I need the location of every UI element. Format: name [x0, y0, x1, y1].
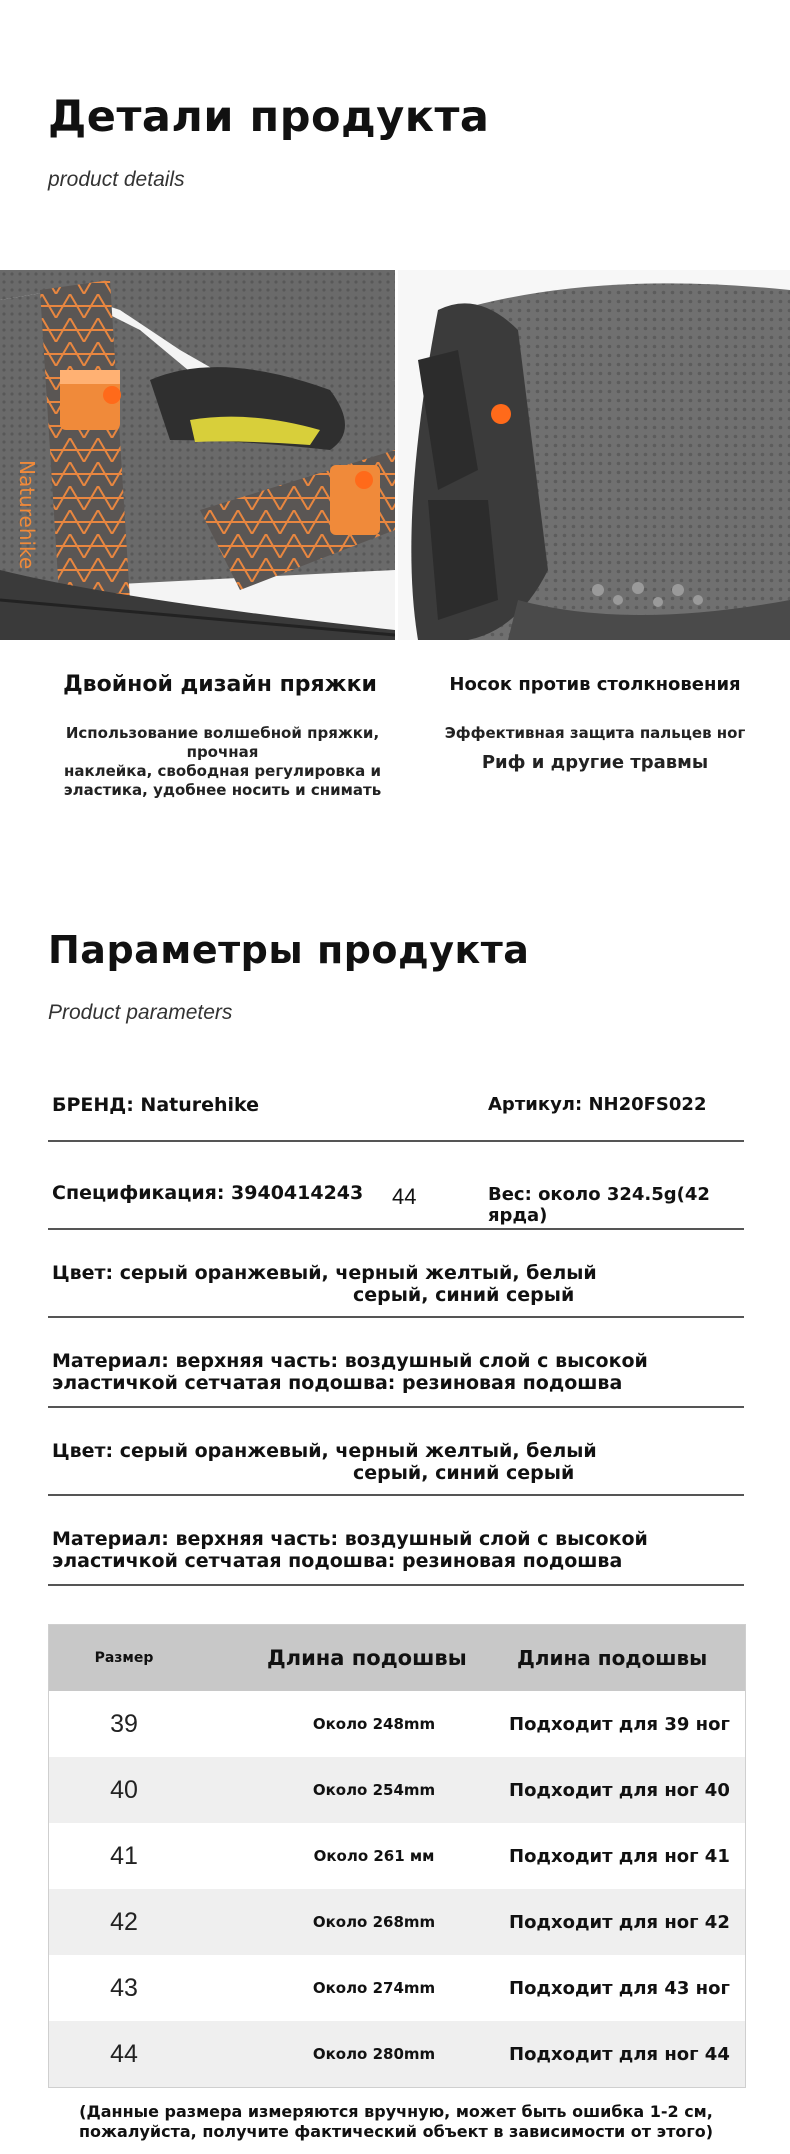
param-spec-extra: 44 — [392, 1184, 417, 1209]
details-title: Детали продукта — [48, 92, 490, 142]
params-title: Параметры продукта — [48, 928, 530, 972]
fit-value: Подходит для ног 42 — [509, 1911, 730, 1933]
param-row-material-2 — [48, 1496, 744, 1586]
size-value: 44 — [110, 2039, 138, 2068]
table-row — [49, 2021, 745, 2087]
table-row — [49, 1757, 745, 1823]
header-sole-length: Длина подошвы — [267, 1646, 467, 1670]
header-sole-length-2: Длина подошвы — [517, 1646, 708, 1670]
sole-length-value: Около 248mm — [312, 1715, 436, 1733]
param-brand: БРЕНД: Naturehike — [52, 1094, 260, 1116]
param-material-1-line1: Материал: верхняя часть: воздушный слой с высокой — [52, 1350, 648, 1372]
fit-value: Подходит для 39 ног — [509, 1713, 730, 1735]
fit-value: Подходит для 43 ног — [509, 1977, 730, 1999]
sole-length-value: Около 274mm — [312, 1979, 436, 1997]
size-disclaimer-note — [48, 2102, 744, 2142]
feature-buckle-desc: Использование волшебной пряжки, прочная наклейка, свободная регулировка и эластика, удобнее носить и снимать — [63, 724, 382, 799]
size-value: 40 — [110, 1775, 138, 1804]
size-table-header — [49, 1625, 745, 1691]
sole-length-value: Около 268mm — [312, 1913, 436, 1931]
param-color-2-line2: серый, синий серый — [353, 1462, 575, 1484]
size-value: 43 — [110, 1973, 138, 2002]
feature-toe-desc: Эффективная защита пальцев ног Риф и другие травмы — [444, 724, 746, 773]
header-size: Размер — [94, 1650, 154, 1666]
size-value: 39 — [110, 1709, 138, 1738]
note-line-1: (Данные размера измеряются вручную, может быть ошибка 1-2 см, — [79, 2102, 713, 2121]
param-row-brand — [48, 1090, 744, 1142]
param-material-2-line2: эластичкой сетчатая подошва: резиновая подошва — [52, 1550, 623, 1572]
param-color-1-line2: серый, синий серый — [353, 1284, 575, 1306]
brand-print-text: Naturehike — [15, 460, 39, 570]
size-value: 41 — [110, 1841, 138, 1870]
param-material-2-line1: Материал: верхняя часть: воздушный слой с высокой — [52, 1528, 648, 1550]
note-line-2: пожалуйста, получите фактический объект в зависимости от этого) — [78, 2122, 714, 2141]
param-row-color-2 — [48, 1408, 744, 1496]
param-row-material-1 — [48, 1318, 744, 1408]
fit-value: Подходит для ног 40 — [509, 1779, 730, 1801]
size-table — [48, 1624, 746, 2088]
feature-buckle-title: Двойной дизайн пряжки — [63, 672, 377, 697]
fit-value: Подходит для ног 41 — [509, 1845, 730, 1867]
sole-length-value: Около 261 мм — [313, 1847, 435, 1865]
param-weight: Вес: около 324.5g(42 ярда) — [488, 1184, 710, 1226]
param-color-2-line1: Цвет: серый оранжевый, черный желтый, белый — [52, 1440, 597, 1462]
params-subtitle: Product parameters — [48, 1001, 233, 1024]
fit-value: Подходит для ног 44 — [509, 2043, 730, 2065]
size-value: 42 — [110, 1907, 138, 1936]
sole-length-value: Около 254mm — [312, 1781, 436, 1799]
sole-length-value: Около 280mm — [312, 2045, 436, 2063]
param-row-spec — [48, 1142, 744, 1230]
param-color-1-line1: Цвет: серый оранжевый, черный желтый, белый — [52, 1262, 597, 1284]
table-row — [49, 1823, 745, 1889]
toe-cap-closeup-image — [398, 270, 790, 640]
param-material-1-line2: эластичкой сетчатая подошва: резиновая подошва — [52, 1372, 623, 1394]
feature-toe-title: Носок против столкновения — [449, 674, 741, 695]
param-article: Артикул: NH20FS022 — [488, 1094, 707, 1115]
table-row — [49, 1691, 745, 1757]
details-subtitle: product details — [48, 168, 185, 191]
param-row-color-1 — [48, 1230, 744, 1318]
table-row — [49, 1889, 745, 1955]
table-row — [49, 1955, 745, 2021]
param-spec: Спецификация: 3940414243 — [52, 1182, 364, 1204]
buckle-closeup-image — [0, 270, 395, 640]
